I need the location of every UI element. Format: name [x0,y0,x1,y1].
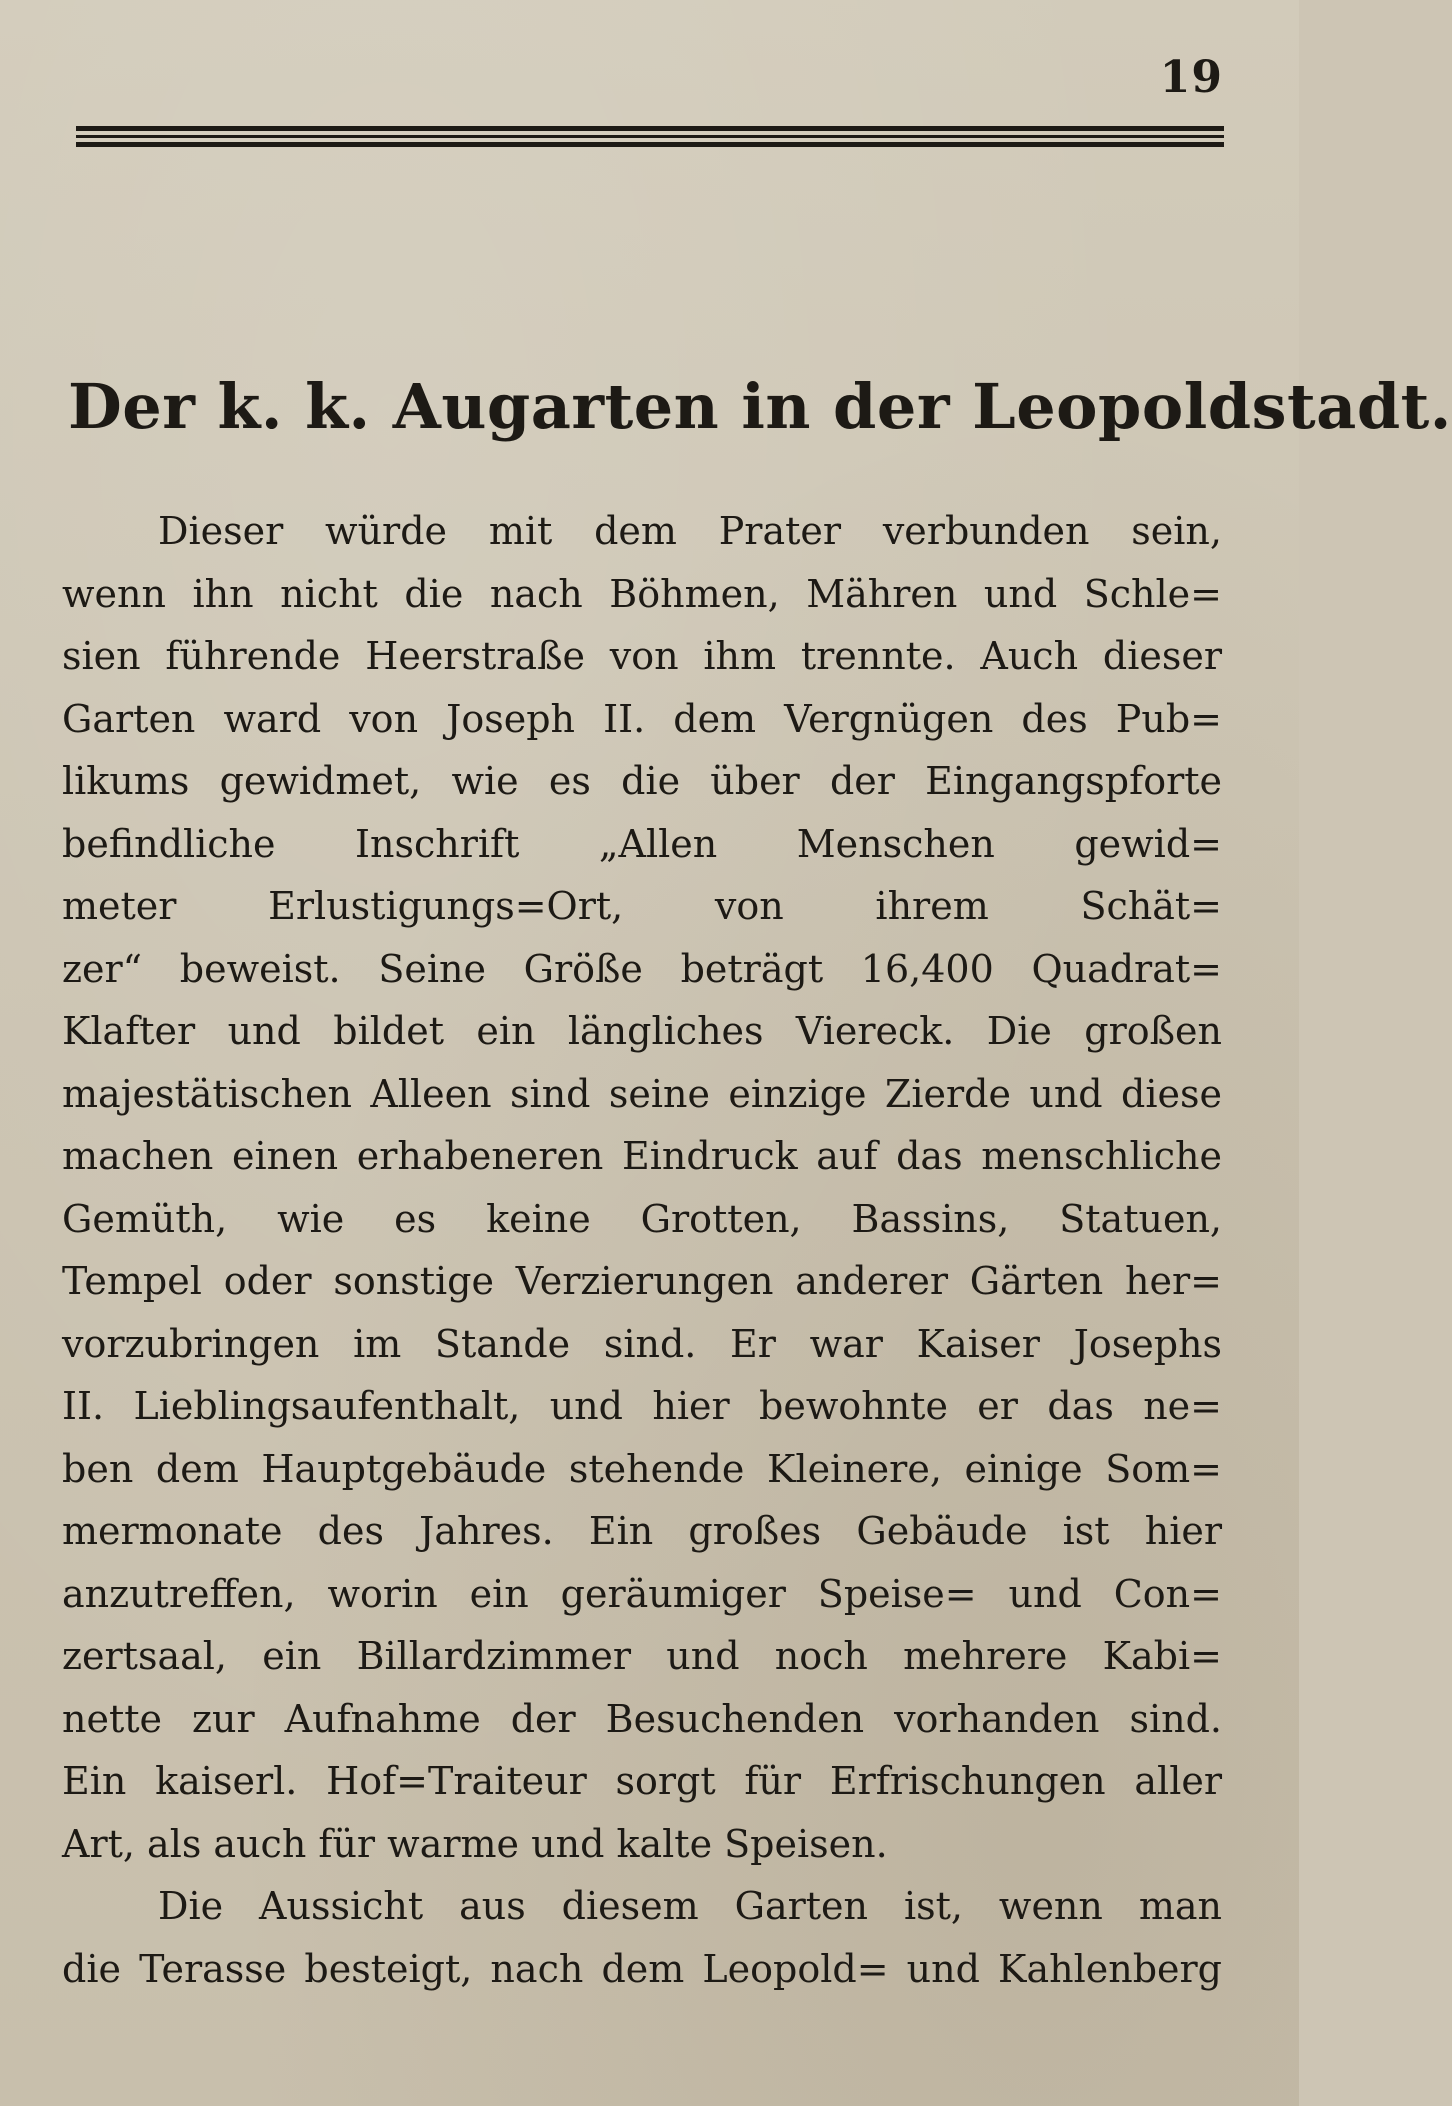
text-line: Die Aussicht aus diesem Garten ist, wenn man [158,1884,1222,1928]
text-line: befindliche Inschrift „Allen Menschen gewid= [62,821,1222,866]
header-rule-bottom [76,142,1224,147]
text-line: Klafter und bildet ein längliches Viereck. Die großen [62,1009,1222,1053]
text-line: die Terasse besteigt, nach dem Leopold= und Kahlenberg [62,1946,1222,1991]
text-line: Ein kaiserl. Hof=Traiteur sorgt für Erfrischungen aller [62,1759,1222,1803]
text-line: Art, als auch für warme und kalte Speisen. [62,1821,888,1866]
text-line: majestätischen Alleen sind seine einzige Zierde und diese [62,1071,1222,1116]
text-line: Tempel oder sonstige Verzierungen anderer Gärten her= [62,1259,1222,1303]
text-line: ben dem Hauptgebäude stehende Kleinere, einige Som= [62,1446,1222,1491]
text-line: vorzubringen im Stande sind. Er war Kaiser Josephs [62,1321,1222,1366]
text-line: machen einen erhabeneren Eindruck auf das menschliche [62,1134,1222,1178]
text-line: anzutreffen, worin ein geräumiger Speise= und Con= [62,1571,1222,1616]
header-rule-middle [76,135,1224,138]
text-line: zer“ beweist. Seine Größe beträgt 16,400 Quadrat= [62,946,1222,991]
page-number: 19 [1159,52,1223,103]
text-line: wenn ihn nicht die nach Böhmen, Mähren und Schle= [62,571,1222,616]
text-line: Garten ward von Joseph II. dem Vergnügen des Pub= [62,696,1222,741]
text-line: meter Erlustigungs=Ort, von ihrem Schät= [62,884,1222,928]
section-heading: Der k. k. Augarten in der Leopoldstadt. [68,370,1452,443]
text-line: Dieser würde mit dem Prater verbunden sein, [158,509,1222,553]
text-line: likums gewidmet, wie es die über der Eingangspforte [62,759,1222,803]
header-rule-top [76,126,1224,131]
text-line: nette zur Aufnahme der Besuchenden vorhanden sind. [62,1696,1222,1741]
text-line: II. Lieblingsaufenthalt, und hier bewohnte er das ne= [62,1384,1222,1428]
text-line: Gemüth, wie es keine Grotten, Bassins, Statuen, [62,1196,1222,1241]
body-text [62,500,1222,2000]
text-line: sien führende Heerstraße von ihm trennte. Auch dieser [62,634,1222,678]
text-line: mermonate des Jahres. Ein großes Gebäude ist hier [62,1509,1222,1553]
text-line: zertsaal, ein Billardzimmer und noch mehrere Kabi= [62,1634,1222,1678]
